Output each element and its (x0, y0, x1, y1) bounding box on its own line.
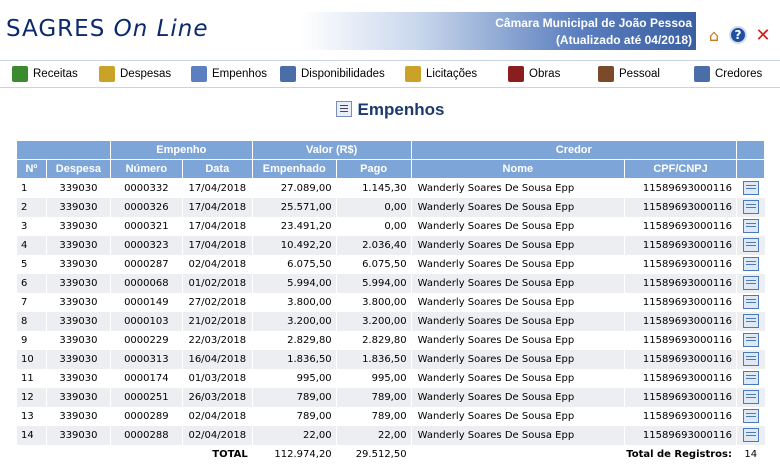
cell-cpf-cnpj: 11589693000116 (625, 217, 737, 236)
despesas-icon (99, 66, 115, 82)
app-logo[interactable]: SAGRES On Line (6, 16, 209, 42)
cell-num: 6 (17, 274, 47, 293)
detail-cell (736, 331, 764, 350)
nav-label: Receitas (33, 68, 78, 80)
total-spacer (411, 445, 624, 465)
pessoal-icon (598, 66, 614, 82)
cell-nome: Wanderly Soares De Sousa Epp (411, 179, 624, 198)
table-row (17, 350, 765, 369)
col-despesa[interactable]: Despesa (46, 160, 110, 179)
cell-pago: 789,00 (336, 388, 411, 407)
org-banner (300, 12, 696, 50)
cell-numero: 0000149 (110, 293, 182, 312)
cell-empenhado: 3.800,00 (252, 293, 336, 312)
cell-empenhado: 25.571,00 (252, 198, 336, 217)
cell-data: 17/04/2018 (182, 179, 252, 198)
col-data[interactable]: Data (182, 160, 252, 179)
nav-label: Empenhos (212, 68, 267, 80)
table-row (17, 236, 765, 255)
cell-num: 2 (17, 198, 47, 217)
cell-pago: 1.836,50 (336, 350, 411, 369)
nav-label: Obras (529, 68, 561, 80)
nav-item-receitas[interactable] (12, 66, 78, 82)
cell-pago: 1.145,30 (336, 179, 411, 198)
detail-icon[interactable] (743, 371, 759, 385)
cell-num: 13 (17, 407, 47, 426)
detail-icon[interactable] (743, 238, 759, 252)
cell-nome: Wanderly Soares De Sousa Epp (411, 293, 624, 312)
org-name: Câmara Municipal de João Pessoa (495, 16, 692, 30)
main-nav (0, 60, 780, 88)
cell-nome: Wanderly Soares De Sousa Epp (411, 331, 624, 350)
empenhos-title-icon (336, 101, 352, 117)
nav-item-despesas[interactable] (99, 66, 171, 82)
detail-cell (736, 217, 764, 236)
cell-despesa: 339030 (46, 198, 110, 217)
nav-label: Pessoal (619, 68, 660, 80)
cell-data: 17/04/2018 (182, 217, 252, 236)
header-blank (17, 141, 111, 160)
cell-data: 17/04/2018 (182, 198, 252, 217)
cell-cpf-cnpj: 11589693000116 (625, 369, 737, 388)
cell-pago: 6.075,50 (336, 255, 411, 274)
cell-numero: 0000289 (110, 407, 182, 426)
nav-item-licitacoes[interactable] (405, 66, 477, 82)
cell-nome: Wanderly Soares De Sousa Epp (411, 388, 624, 407)
cell-cpf-cnpj: 11589693000116 (625, 407, 737, 426)
cell-numero: 0000313 (110, 350, 182, 369)
cell-despesa: 339030 (46, 255, 110, 274)
cell-data: 16/04/2018 (182, 350, 252, 369)
cell-nome: Wanderly Soares De Sousa Epp (411, 274, 624, 293)
cell-cpf-cnpj: 11589693000116 (625, 350, 737, 369)
cell-data: 02/04/2018 (182, 426, 252, 445)
cell-cpf-cnpj: 11589693000116 (625, 236, 737, 255)
cell-nome: Wanderly Soares De Sousa Epp (411, 236, 624, 255)
cell-pago: 789,00 (336, 407, 411, 426)
cell-numero: 0000321 (110, 217, 182, 236)
cell-cpf-cnpj: 11589693000116 (625, 388, 737, 407)
nav-item-credores[interactable] (694, 66, 762, 82)
cell-pago: 3.800,00 (336, 293, 411, 312)
detail-icon[interactable] (743, 200, 759, 214)
cell-num: 7 (17, 293, 47, 312)
help-icon[interactable]: ? (729, 26, 747, 44)
table-row (17, 255, 765, 274)
licitacoes-icon (405, 66, 421, 82)
cell-pago: 0,00 (336, 198, 411, 217)
cell-empenhado: 27.089,00 (252, 179, 336, 198)
nav-label: Disponibilidades (301, 68, 385, 80)
detail-cell (736, 369, 764, 388)
total-pago: 29.512,50 (336, 445, 411, 465)
empenhos-table (16, 140, 765, 465)
table-row (17, 179, 765, 198)
cell-nome: Wanderly Soares De Sousa Epp (411, 217, 624, 236)
nav-label: Despesas (120, 68, 172, 80)
table-row (17, 217, 765, 236)
table-row (17, 426, 765, 445)
cell-numero: 0000288 (110, 426, 182, 445)
detail-cell (736, 179, 764, 198)
detail-cell (736, 293, 764, 312)
header-blank-action (736, 141, 764, 160)
table-row (17, 274, 765, 293)
cell-pago: 3.200,00 (336, 312, 411, 331)
cell-nome: Wanderly Soares De Sousa Epp (411, 426, 624, 445)
cell-despesa: 339030 (46, 407, 110, 426)
cell-pago: 0,00 (336, 217, 411, 236)
cell-nome: Wanderly Soares De Sousa Epp (411, 369, 624, 388)
cell-empenhado: 23.491,20 (252, 217, 336, 236)
cell-empenhado: 789,00 (252, 388, 336, 407)
cell-numero: 0000287 (110, 255, 182, 274)
cell-num: 3 (17, 217, 47, 236)
cell-nome: Wanderly Soares De Sousa Epp (411, 312, 624, 331)
detail-icon[interactable] (743, 333, 759, 347)
cell-num: 14 (17, 426, 47, 445)
empenhos-icon (191, 66, 207, 82)
detail-cell (736, 274, 764, 293)
cell-cpf-cnpj: 11589693000116 (625, 426, 737, 445)
cell-num: 5 (17, 255, 47, 274)
cell-num: 8 (17, 312, 47, 331)
detail-icon[interactable] (743, 295, 759, 309)
cell-despesa: 339030 (46, 369, 110, 388)
table-row (17, 388, 765, 407)
cell-data: 01/03/2018 (182, 369, 252, 388)
close-icon[interactable]: ✕ (755, 24, 771, 46)
cell-numero: 0000323 (110, 236, 182, 255)
total-label: TOTAL (17, 445, 253, 465)
cell-despesa: 339030 (46, 426, 110, 445)
cell-pago: 2.036,40 (336, 236, 411, 255)
cell-empenhado: 6.075,50 (252, 255, 336, 274)
cell-data: 21/02/2018 (182, 312, 252, 331)
table-row (17, 331, 765, 350)
detail-cell (736, 255, 764, 274)
cell-nome: Wanderly Soares De Sousa Epp (411, 407, 624, 426)
cell-cpf-cnpj: 11589693000116 (625, 331, 737, 350)
detail-cell (736, 407, 764, 426)
detail-icon[interactable] (743, 428, 759, 442)
nav-label: Credores (715, 68, 763, 80)
credores-icon (694, 66, 710, 82)
detail-icon[interactable] (743, 276, 759, 290)
cell-cpf-cnpj: 11589693000116 (625, 198, 737, 217)
detail-cell (736, 312, 764, 331)
cell-despesa: 339030 (46, 179, 110, 198)
cell-empenhado: 789,00 (252, 407, 336, 426)
detail-icon[interactable] (743, 257, 759, 271)
cell-nome: Wanderly Soares De Sousa Epp (411, 350, 624, 369)
cell-num: 12 (17, 388, 47, 407)
group-header-credor: Credor (411, 141, 736, 160)
col-action (736, 160, 764, 179)
cell-numero: 0000251 (110, 388, 182, 407)
registros-count: 14 (736, 445, 764, 465)
table-row (17, 407, 765, 426)
cell-data: 01/02/2018 (182, 274, 252, 293)
cell-numero: 0000068 (110, 274, 182, 293)
cell-despesa: 339030 (46, 388, 110, 407)
col-cpf-cnpj[interactable]: CPF/CNPJ (625, 160, 737, 179)
cell-empenhado: 22,00 (252, 426, 336, 445)
cell-data: 02/04/2018 (182, 407, 252, 426)
cell-empenhado: 2.829,80 (252, 331, 336, 350)
cell-numero: 0000103 (110, 312, 182, 331)
cell-data: 27/02/2018 (182, 293, 252, 312)
cell-data: 22/03/2018 (182, 331, 252, 350)
detail-icon[interactable] (743, 314, 759, 328)
header (0, 0, 780, 58)
cell-num: 11 (17, 369, 47, 388)
group-header-valor: Valor (R$) (252, 141, 411, 160)
obras-icon (508, 66, 524, 82)
detail-icon[interactable] (743, 181, 759, 195)
cell-cpf-cnpj: 11589693000116 (625, 255, 737, 274)
cell-numero: 0000332 (110, 179, 182, 198)
cell-empenhado: 3.200,00 (252, 312, 336, 331)
detail-icon[interactable] (743, 409, 759, 423)
cell-despesa: 339030 (46, 331, 110, 350)
nav-item-obras[interactable] (508, 66, 560, 82)
cell-data: 17/04/2018 (182, 236, 252, 255)
detail-cell (736, 198, 764, 217)
cell-cpf-cnpj: 11589693000116 (625, 293, 737, 312)
update-date: (Atualizado até 04/2018) (555, 33, 692, 47)
cell-numero: 0000174 (110, 369, 182, 388)
disponibilidades-icon (280, 66, 296, 82)
cell-numero: 0000229 (110, 331, 182, 350)
total-row (17, 445, 765, 465)
cell-despesa: 339030 (46, 312, 110, 331)
cell-despesa: 339030 (46, 236, 110, 255)
cell-cpf-cnpj: 11589693000116 (625, 274, 737, 293)
detail-cell (736, 388, 764, 407)
cell-num: 1 (17, 179, 47, 198)
cell-num: 4 (17, 236, 47, 255)
cell-empenhado: 10.492,20 (252, 236, 336, 255)
cell-numero: 0000326 (110, 198, 182, 217)
cell-data: 26/03/2018 (182, 388, 252, 407)
nav-item-pessoal[interactable] (598, 66, 660, 82)
cell-despesa: 339030 (46, 293, 110, 312)
detail-cell (736, 350, 764, 369)
col-empenhado[interactable]: Empenhado (252, 160, 336, 179)
cell-despesa: 339030 (46, 274, 110, 293)
cell-num: 10 (17, 350, 47, 369)
col-pago[interactable]: Pago (336, 160, 411, 179)
cell-empenhado: 995,00 (252, 369, 336, 388)
cell-data: 02/04/2018 (182, 255, 252, 274)
group-header-empenho: Empenho (110, 141, 252, 160)
cell-pago: 22,00 (336, 426, 411, 445)
cell-despesa: 339030 (46, 217, 110, 236)
detail-icon[interactable] (743, 390, 759, 404)
cell-nome: Wanderly Soares De Sousa Epp (411, 198, 624, 217)
nav-item-disponibilidades[interactable] (280, 66, 385, 82)
col-num[interactable]: Nº (17, 160, 47, 179)
home-icon[interactable]: ⌂ (708, 25, 720, 45)
cell-despesa: 339030 (46, 350, 110, 369)
page-title: Empenhos (0, 100, 780, 120)
receitas-icon (12, 66, 28, 82)
cell-cpf-cnpj: 11589693000116 (625, 312, 737, 331)
cell-num: 9 (17, 331, 47, 350)
detail-cell (736, 426, 764, 445)
detail-icon[interactable] (743, 352, 759, 366)
cell-pago: 2.829,80 (336, 331, 411, 350)
nav-label: Licitações (426, 68, 478, 80)
cell-empenhado: 1.836,50 (252, 350, 336, 369)
cell-nome: Wanderly Soares De Sousa Epp (411, 255, 624, 274)
nav-item-empenhos[interactable] (191, 66, 267, 82)
detail-icon[interactable] (743, 219, 759, 233)
table-row (17, 369, 765, 388)
cell-cpf-cnpj: 11589693000116 (625, 179, 737, 198)
col-numero[interactable]: Número (110, 160, 182, 179)
col-nome[interactable]: Nome (411, 160, 624, 179)
registros-label: Total de Registros: (625, 445, 737, 465)
total-empenhado: 112.974,20 (252, 445, 336, 465)
table-row (17, 312, 765, 331)
detail-cell (736, 236, 764, 255)
table-row (17, 293, 765, 312)
cell-empenhado: 5.994,00 (252, 274, 336, 293)
cell-pago: 995,00 (336, 369, 411, 388)
cell-pago: 5.994,00 (336, 274, 411, 293)
table-row (17, 198, 765, 217)
